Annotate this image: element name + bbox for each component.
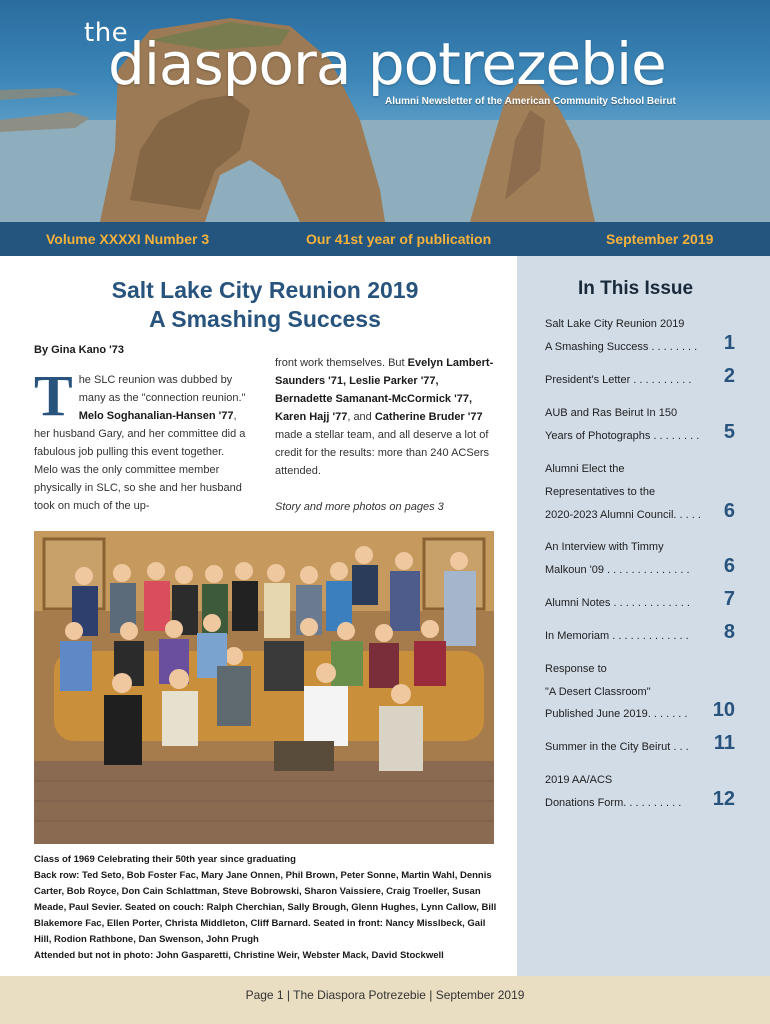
col1-name-1: Melo Soghanalian-Hansen '77 (78, 410, 234, 422)
toc-item-8-line-3[interactable]: Published June 2019. . . . . . . (545, 708, 688, 720)
masthead (0, 0, 770, 222)
col2-name-last: Catherine Bruder '77 (374, 411, 483, 423)
volume-bar (0, 222, 770, 256)
toc-item-4-line-3[interactable]: 2020-2023 Alumni Council. . . . . (545, 509, 701, 521)
footer-text: Page 1 | The Diaspora Potrezebie | September 2019 (245, 988, 525, 1002)
toc-item-4-page[interactable]: 6 (723, 500, 735, 522)
headline-line-1: Salt Lake City Reunion 2019 (111, 277, 419, 303)
article-column-2 (275, 354, 497, 516)
col2-text-1: front work themselves. But (275, 357, 408, 369)
volume-number: Volume XXXXI Number 3 (46, 231, 210, 247)
volume-tagline: Our 41st year of publication (306, 231, 492, 247)
toc-item-5-line-1[interactable]: An Interview with Timmy (545, 541, 664, 553)
masthead-title: diaspora potrezebie (108, 30, 666, 98)
headline-line-2: A Smashing Success (149, 306, 381, 332)
toc-item-7-line-1[interactable]: In Memoriam . . . . . . . . . . . . . (545, 630, 689, 642)
issue-date: September 2019 (606, 231, 714, 247)
toc-item-10-page[interactable]: 12 (712, 788, 735, 810)
toc-item-4-line-2[interactable]: Representatives to the (545, 486, 656, 498)
col2-text-2: made a stellar team, and all deserve a lot of credit for the results: more than 240 ACSers attended. (275, 429, 489, 477)
toc-item-10-line-1[interactable]: 2019 AA/ACS (545, 774, 613, 786)
toc-item-10-line-2[interactable]: Donations Form. . . . . . . . . . (545, 797, 682, 809)
toc-item-1-line-2[interactable]: A Smashing Success . . . . . . . . (545, 341, 698, 353)
group-photo-image (34, 531, 494, 844)
toc-sidebar (517, 256, 770, 976)
article-headline (40, 276, 490, 334)
toc-item-4-line-1[interactable]: Alumni Elect the (545, 463, 625, 475)
toc-item-8-page[interactable]: 10 (712, 699, 735, 721)
masthead-the: the (84, 18, 129, 48)
col1-text-1: he SLC reunion was dubbed by many as the "connection reunion." (78, 374, 246, 404)
caption-line-3: Attended but not in photo: John Gasparetti, Christine Weir, Webster Mack, David Stockwell (34, 950, 444, 961)
toc-item-2-line-1[interactable]: President's Letter . . . . . . . . . . (545, 374, 692, 386)
photo-caption (34, 852, 504, 964)
caption-line-2: Back row: Ted Seto, Bob Foster Fac, Mary Jane Onnen, Phil Brown, Peter Sonne, Martin Wahl, Dennis Carter, Bob Royce, Don Cain Schlattman, Steve Bobrowski, Sharon Vaissiere, Craig Troeller, Susan Meade, Paul Sevier. Seated on couch: Ralph Cherchian, Sally Brough, Glenn Hughes, Lynn Callow, Bill Blakemore Fac, Ellen Porter, Christa Middleton, Cliff Barnard. Seated in front: Nancy Misslbeck, Gail Hill, Rodion Rathbone, Dan Swenson, John Prugh (34, 870, 497, 945)
article-byline: By Gina Kano '73 (34, 344, 125, 356)
story-continuation: Story and more photos on pages 3 (275, 501, 444, 513)
toc-item-9-page[interactable]: 11 (713, 732, 735, 754)
toc-item-5-line-2[interactable]: Malkoun '09 . . . . . . . . . . . . . . (545, 564, 690, 576)
toc-item-6-line-1[interactable]: Alumni Notes . . . . . . . . . . . . . (545, 597, 690, 609)
caption-line-1: Class of 1969 Celebrating their 50th year since graduating (34, 854, 296, 865)
toc-title: In This Issue (578, 278, 694, 299)
toc-item-1-page[interactable]: 1 (723, 332, 735, 354)
toc-item-5-page[interactable]: 6 (723, 555, 735, 577)
col2-names: Evelyn Lambert-Saunders '71, Leslie Parker '77, Bernadette Samanant-McCormick '77, Karen Hajj '77 (275, 357, 494, 423)
toc-item-1-line-1[interactable]: Salt Lake City Reunion 2019 (545, 318, 685, 330)
toc-item-8-line-2[interactable]: "A Desert Classroom" (545, 686, 651, 698)
toc-item-6-page[interactable]: 7 (723, 588, 735, 610)
toc-item-8-line-1[interactable]: Response to (545, 663, 607, 675)
toc-item-2-page[interactable]: 2 (723, 365, 735, 387)
group-photo (34, 531, 494, 844)
drop-cap: T (34, 363, 73, 428)
article-column-1 (34, 363, 246, 515)
col1-text-2: , her husband Gary, and her committee did a fabulous job pulling this event together. Melo was the only committee member physically in SLC, so she and her husband took on much of the up- (34, 410, 246, 512)
toc-item-7-page[interactable]: 8 (723, 621, 735, 643)
toc-item-9-line-1[interactable]: Summer in the City Beirut . . . (545, 741, 689, 753)
toc-item-3-line-1[interactable]: AUB and Ras Beirut In 150 (545, 407, 678, 419)
masthead-subtitle: Alumni Newsletter of the American Community School Beirut (385, 96, 676, 107)
col2-and: , and (347, 411, 375, 423)
toc-item-3-line-2[interactable]: Years of Photographs . . . . . . . . (545, 430, 700, 442)
toc-item-3-page[interactable]: 5 (723, 421, 735, 443)
